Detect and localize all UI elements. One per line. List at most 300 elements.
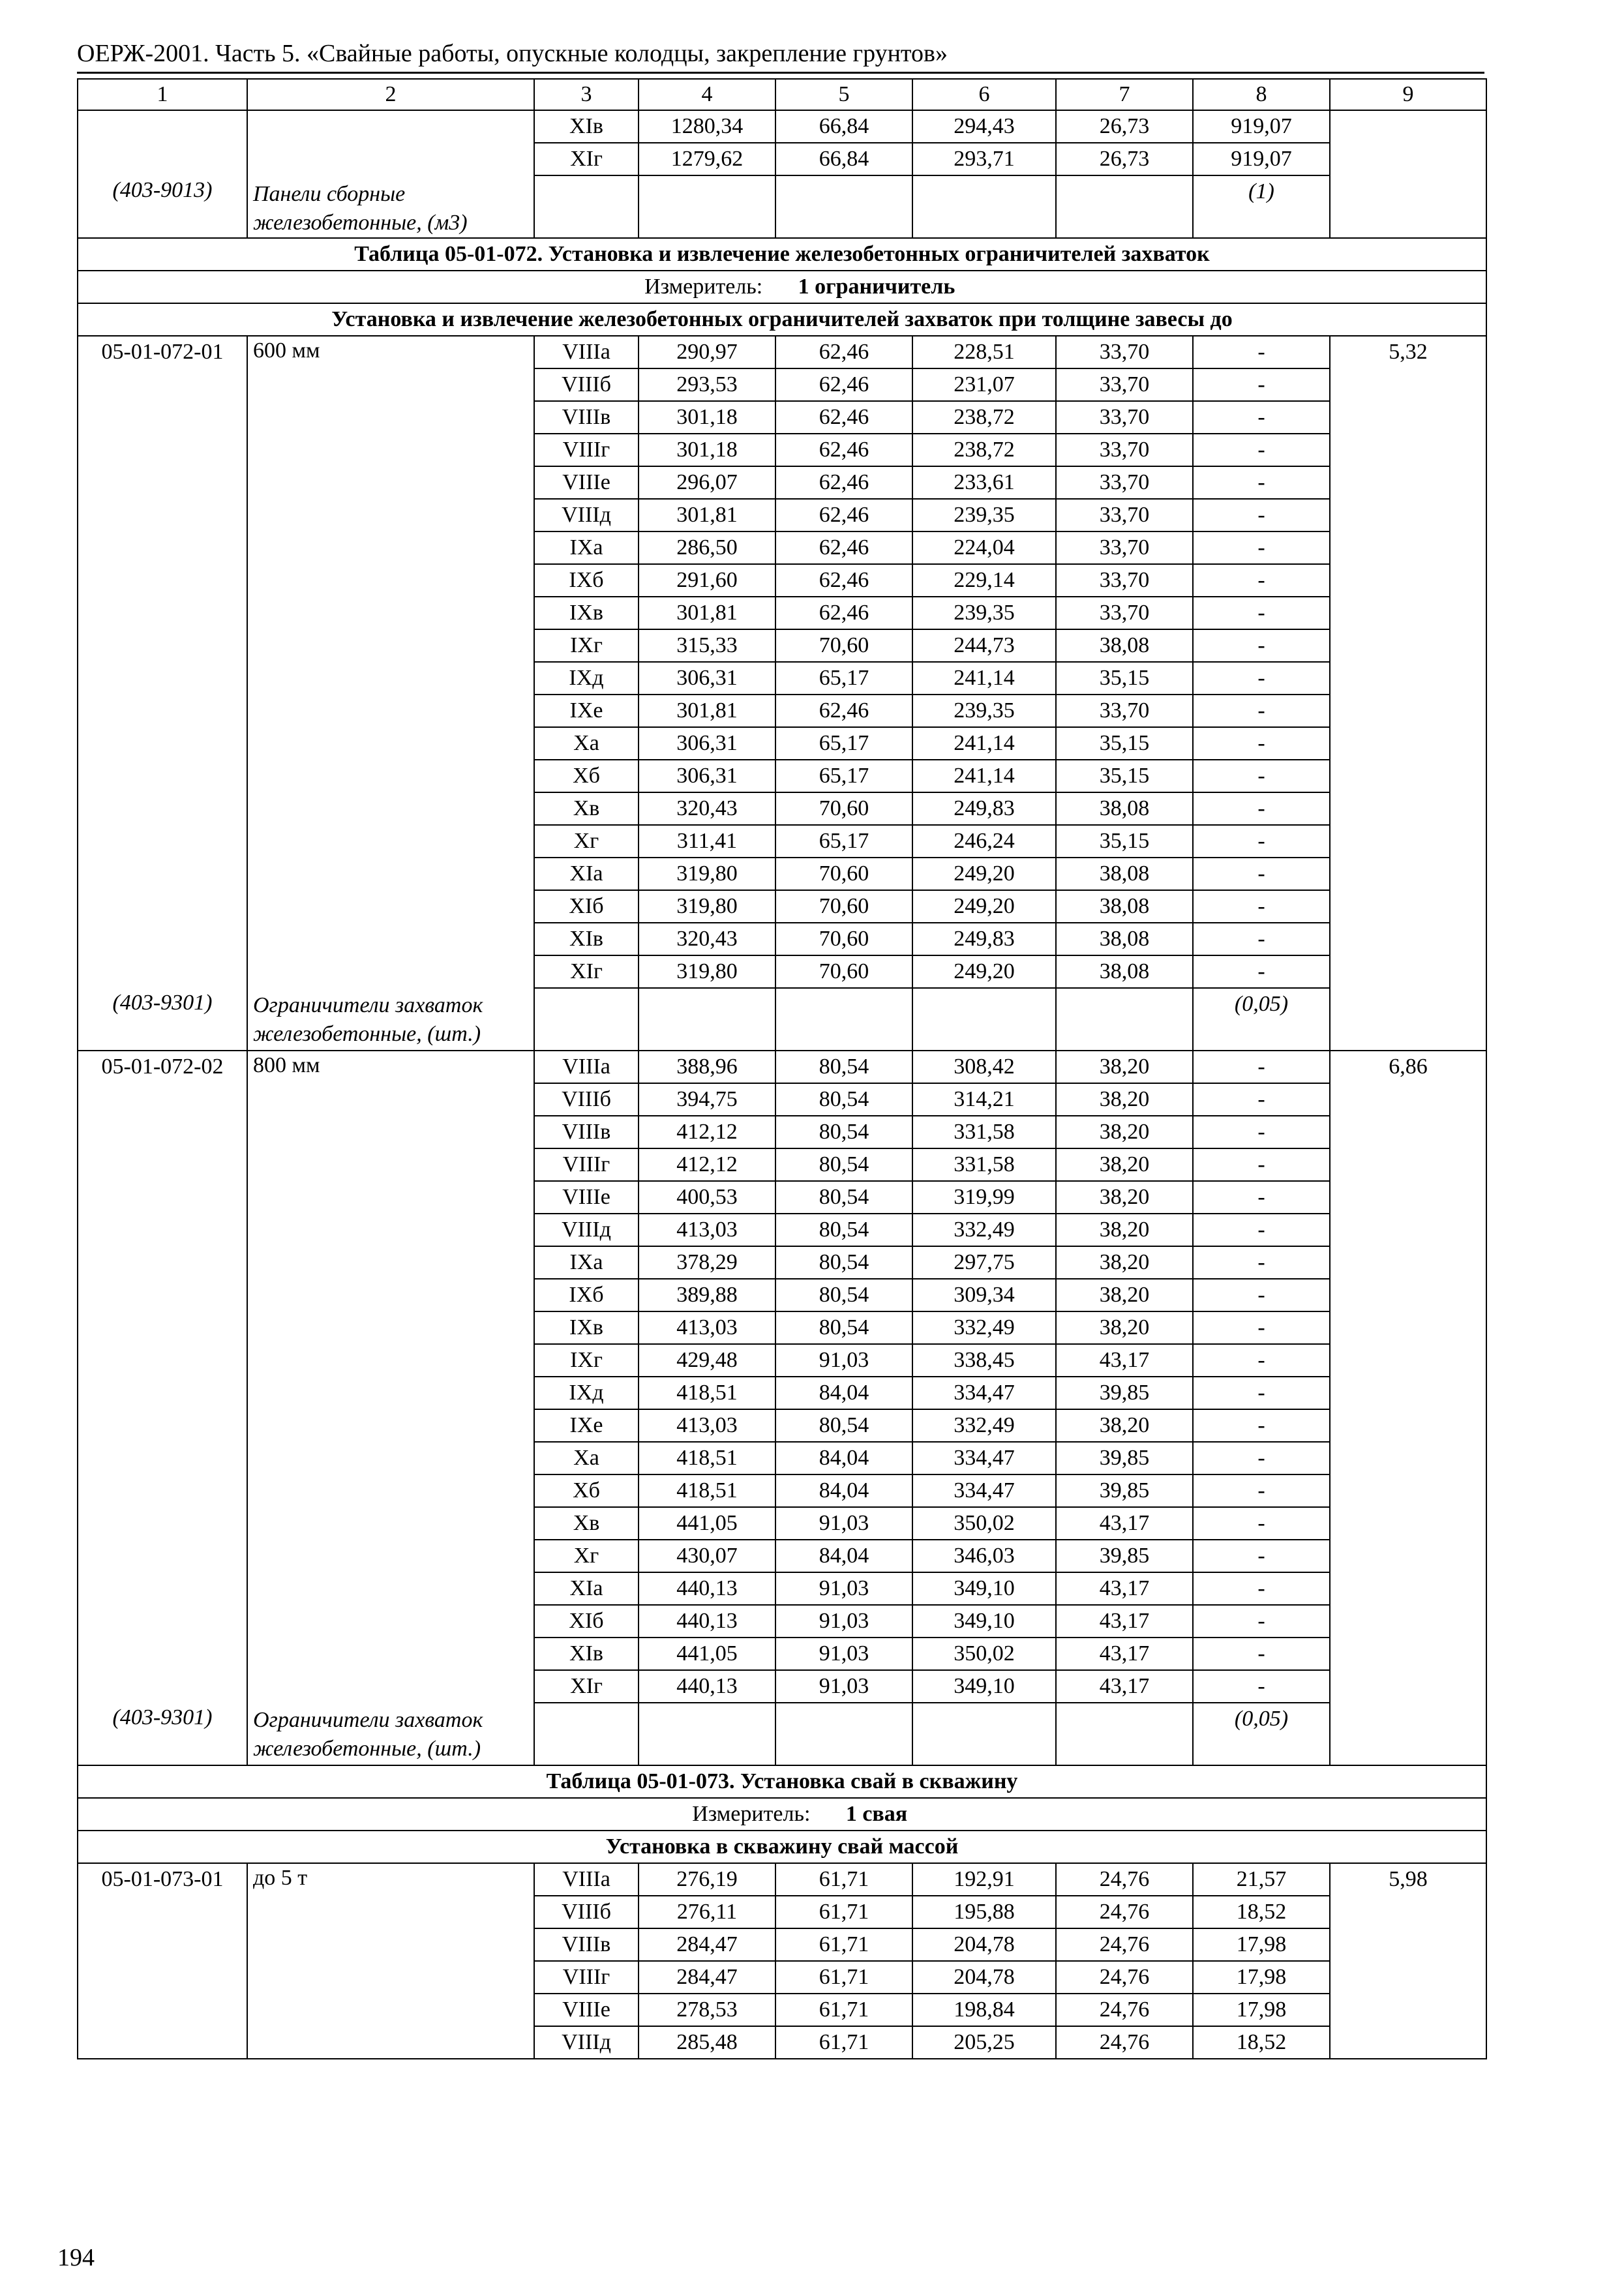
machines-cell: 231,07 (912, 368, 1056, 401)
machines-cell: 308,42 (912, 1051, 1056, 1083)
rate-code: 05-01-072-02 (101, 1055, 224, 1079)
drivers-wages-cell: 33,70 (1056, 597, 1193, 629)
drivers-wages-cell: 43,17 (1056, 1605, 1193, 1638)
materials-cell: - (1193, 662, 1330, 695)
material-quantity: (0,05) (1193, 1703, 1330, 1765)
empty-cell (534, 988, 639, 1051)
rate-code (78, 110, 247, 238)
machines-cell: 346,03 (912, 1540, 1056, 1572)
materials-cell: - (1193, 1214, 1330, 1246)
empty-cell (912, 988, 1056, 1051)
unit-cell (78, 1798, 1486, 1831)
zone-cell: VIIIе (534, 1181, 639, 1214)
wages-cell: 62,46 (775, 597, 912, 629)
machines-cell: 241,14 (912, 727, 1056, 760)
drivers-wages-cell: 35,15 (1056, 825, 1193, 858)
empty-cell (912, 175, 1056, 238)
machines-cell: 241,14 (912, 760, 1056, 792)
zone-cell: VIIIб (534, 1083, 639, 1116)
zone-cell: IXг (534, 629, 639, 662)
zone-cell: IXг (534, 1344, 639, 1377)
machines-cell: 204,78 (912, 1961, 1056, 1994)
zone-cell: IXе (534, 695, 639, 727)
zone-cell: VIIIб (534, 368, 639, 401)
empty-cell (912, 1703, 1056, 1765)
column-number: 1 (78, 79, 247, 110)
machines-cell: 241,14 (912, 662, 1056, 695)
total-cost-cell: 290,97 (639, 336, 775, 368)
total-cost-cell: 276,19 (639, 1863, 775, 1896)
rate-code-cell (78, 336, 247, 1051)
total-cost-cell: 284,47 (639, 1928, 775, 1961)
subtitle-row (78, 303, 1486, 336)
materials-cell: - (1193, 1116, 1330, 1148)
zone-cell: VIIIа (534, 1051, 639, 1083)
drivers-wages-cell: 39,85 (1056, 1474, 1193, 1507)
wages-cell: 61,71 (775, 1863, 912, 1896)
wages-cell: 61,71 (775, 2026, 912, 2059)
materials-cell: - (1193, 1083, 1330, 1116)
zone-cell: XIг (534, 955, 639, 988)
zone-cell: IXе (534, 1409, 639, 1442)
wages-cell: 65,17 (775, 662, 912, 695)
drivers-wages-cell: 38,08 (1056, 858, 1193, 890)
materials-cell: - (1193, 727, 1330, 760)
total-cost-cell: 286,50 (639, 531, 775, 564)
zone-cell: XIг (534, 143, 639, 175)
empty-cell (775, 988, 912, 1051)
drivers-wages-cell: 33,70 (1056, 368, 1193, 401)
materials-cell: - (1193, 1051, 1330, 1083)
wages-cell: 61,71 (775, 1928, 912, 1961)
zone-cell: IXд (534, 662, 639, 695)
total-cost-cell: 319,80 (639, 890, 775, 923)
drivers-wages-cell: 38,20 (1056, 1116, 1193, 1148)
table-title-row (78, 1765, 1486, 1798)
materials-cell: - (1193, 695, 1330, 727)
column-number: 8 (1193, 79, 1330, 110)
unit-label: Измеритель: (644, 275, 763, 299)
drivers-wages-cell: 43,17 (1056, 1344, 1193, 1377)
materials-cell: 919,07 (1193, 110, 1330, 143)
materials-cell: - (1193, 1638, 1330, 1670)
materials-cell: - (1193, 1409, 1330, 1442)
labor-cost-cell: 6,86 (1330, 1051, 1486, 1765)
total-cost-cell: 311,41 (639, 825, 775, 858)
wages-cell: 91,03 (775, 1670, 912, 1703)
material-quantity: (0,05) (1193, 988, 1330, 1051)
wages-cell: 62,46 (775, 531, 912, 564)
wages-cell: 84,04 (775, 1540, 912, 1572)
empty-cell (1056, 175, 1193, 238)
empty-cell (775, 175, 912, 238)
wages-cell: 80,54 (775, 1051, 912, 1083)
total-cost-cell: 440,13 (639, 1572, 775, 1605)
column-number: 7 (1056, 79, 1193, 110)
wages-cell: 91,03 (775, 1605, 912, 1638)
total-cost-cell: 296,07 (639, 466, 775, 499)
machines-cell: 239,35 (912, 597, 1056, 629)
drivers-wages-cell: 38,20 (1056, 1311, 1193, 1344)
materials-cell: - (1193, 1344, 1330, 1377)
total-cost-cell: 1279,62 (639, 143, 775, 175)
materials-cell: - (1193, 1540, 1330, 1572)
drivers-wages-cell: 33,70 (1056, 531, 1193, 564)
table-row (78, 1863, 1486, 1896)
wages-cell: 61,71 (775, 1961, 912, 1994)
materials-cell: - (1193, 1605, 1330, 1638)
materials-cell: - (1193, 1670, 1330, 1703)
materials-cell: 17,98 (1193, 1994, 1330, 2026)
materials-cell: - (1193, 890, 1330, 923)
zone-cell: Xг (534, 825, 639, 858)
machines-cell: 334,47 (912, 1377, 1056, 1409)
zone-cell: VIIIб (534, 1896, 639, 1928)
unit-value: 1 ограничитель (798, 275, 955, 299)
materials-cell: 18,52 (1193, 1896, 1330, 1928)
total-cost-cell: 306,31 (639, 760, 775, 792)
drivers-wages-cell: 24,76 (1056, 1863, 1193, 1896)
drivers-wages-cell: 38,20 (1056, 1246, 1193, 1279)
machines-cell: 246,24 (912, 825, 1056, 858)
total-cost-cell: 418,51 (639, 1377, 775, 1409)
total-cost-cell: 441,05 (639, 1638, 775, 1670)
machines-cell: 332,49 (912, 1214, 1056, 1246)
wages-cell: 80,54 (775, 1246, 912, 1279)
labor-cost-cell (1330, 110, 1486, 238)
drivers-wages-cell: 33,70 (1056, 434, 1193, 466)
wages-cell: 62,46 (775, 401, 912, 434)
machines-cell: 205,25 (912, 2026, 1056, 2059)
wages-cell: 61,71 (775, 1994, 912, 2026)
wages-cell: 91,03 (775, 1638, 912, 1670)
zone-cell: VIIIа (534, 1863, 639, 1896)
work-name-cell (247, 1863, 534, 2059)
materials-cell: - (1193, 1181, 1330, 1214)
machines-cell: 204,78 (912, 1928, 1056, 1961)
zone-cell: Xв (534, 1507, 639, 1540)
materials-cell: - (1193, 564, 1330, 597)
wages-cell: 62,46 (775, 368, 912, 401)
machines-cell: 249,83 (912, 923, 1056, 955)
machines-cell: 239,35 (912, 695, 1056, 727)
wages-cell: 80,54 (775, 1181, 912, 1214)
zone-cell: VIIIг (534, 1148, 639, 1181)
zone-cell: VIIIг (534, 1961, 639, 1994)
materials-cell: - (1193, 1507, 1330, 1540)
machines-cell: 238,72 (912, 401, 1056, 434)
wages-cell: 80,54 (775, 1311, 912, 1344)
total-cost-cell: 413,03 (639, 1311, 775, 1344)
drivers-wages-cell: 38,20 (1056, 1083, 1193, 1116)
total-cost-cell: 284,47 (639, 1961, 775, 1994)
zone-cell: IXа (534, 1246, 639, 1279)
total-cost-cell: 418,51 (639, 1474, 775, 1507)
wages-cell: 61,71 (775, 1896, 912, 1928)
zone-cell: Xв (534, 792, 639, 825)
zone-cell: XIб (534, 890, 639, 923)
materials-cell: - (1193, 1279, 1330, 1311)
total-cost-cell: 378,29 (639, 1246, 775, 1279)
machines-cell: 331,58 (912, 1148, 1056, 1181)
labor-cost-cell: 5,32 (1330, 336, 1486, 1051)
zone-cell: VIIIв (534, 401, 639, 434)
machines-cell: 249,83 (912, 792, 1056, 825)
empty-cell (639, 1703, 775, 1765)
zone-cell: Xг (534, 1540, 639, 1572)
machines-cell: 314,21 (912, 1083, 1056, 1116)
drivers-wages-cell: 35,15 (1056, 662, 1193, 695)
drivers-wages-cell: 38,08 (1056, 890, 1193, 923)
materials-cell: - (1193, 760, 1330, 792)
zone-cell: XIг (534, 1670, 639, 1703)
total-cost-cell: 319,80 (639, 858, 775, 890)
total-cost-cell: 394,75 (639, 1083, 775, 1116)
materials-cell: - (1193, 1311, 1330, 1344)
machines-cell: 334,47 (912, 1474, 1056, 1507)
wages-cell: 80,54 (775, 1148, 912, 1181)
drivers-wages-cell: 33,70 (1056, 466, 1193, 499)
drivers-wages-cell: 38,20 (1056, 1051, 1193, 1083)
column-number: 2 (247, 79, 534, 110)
machines-cell: 349,10 (912, 1670, 1056, 1703)
work-name: до 5 т (253, 1866, 308, 1890)
machines-cell: 294,43 (912, 110, 1056, 143)
total-cost-cell: 440,13 (639, 1605, 775, 1638)
wages-cell: 70,60 (775, 955, 912, 988)
zone-cell: Xб (534, 1474, 639, 1507)
drivers-wages-cell: 24,76 (1056, 1961, 1193, 1994)
total-cost-cell: 306,31 (639, 727, 775, 760)
materials-cell: 18,52 (1193, 2026, 1330, 2059)
work-name (247, 110, 534, 238)
column-number: 3 (534, 79, 639, 110)
wages-cell: 62,46 (775, 499, 912, 531)
materials-cell: - (1193, 1377, 1330, 1409)
material-quantity: (1) (1193, 175, 1330, 238)
zone-cell: VIIIв (534, 1928, 639, 1961)
materials-cell: - (1193, 499, 1330, 531)
wages-cell: 84,04 (775, 1442, 912, 1474)
unit-row (78, 271, 1486, 303)
wages-cell: 70,60 (775, 923, 912, 955)
materials-cell: - (1193, 1474, 1330, 1507)
machines-cell: 334,47 (912, 1442, 1056, 1474)
machines-cell: 350,02 (912, 1507, 1056, 1540)
zone-cell: XIа (534, 858, 639, 890)
total-cost-cell: 320,43 (639, 792, 775, 825)
total-cost-cell: 301,18 (639, 434, 775, 466)
total-cost-cell: 1280,34 (639, 110, 775, 143)
total-cost-cell: 389,88 (639, 1279, 775, 1311)
total-cost-cell: 278,53 (639, 1994, 775, 2026)
drivers-wages-cell: 26,73 (1056, 110, 1193, 143)
total-cost-cell: 413,03 (639, 1409, 775, 1442)
wages-cell: 70,60 (775, 890, 912, 923)
total-cost-cell: 388,96 (639, 1051, 775, 1083)
total-cost-cell: 320,43 (639, 923, 775, 955)
drivers-wages-cell: 35,15 (1056, 727, 1193, 760)
machines-cell: 349,10 (912, 1605, 1056, 1638)
total-cost-cell: 412,12 (639, 1148, 775, 1181)
machines-cell: 249,20 (912, 890, 1056, 923)
total-cost-cell: 301,18 (639, 401, 775, 434)
machines-cell: 293,71 (912, 143, 1056, 175)
empty-cell (1056, 1703, 1193, 1765)
rates-table (77, 78, 1487, 2059)
material-name: Ограничители захваток железобетонные, (шт.) (253, 993, 483, 1046)
table-row (78, 336, 1486, 368)
total-cost-cell: 315,33 (639, 629, 775, 662)
work-name-cell (247, 1051, 534, 1765)
machines-cell: 239,35 (912, 499, 1056, 531)
work-name: 800 мм (253, 1053, 320, 1077)
drivers-wages-cell: 39,85 (1056, 1540, 1193, 1572)
materials-cell: - (1193, 1246, 1330, 1279)
wages-cell: 62,46 (775, 695, 912, 727)
zone-cell: IXб (534, 1279, 639, 1311)
table-row (78, 110, 1486, 143)
total-cost-cell: 418,51 (639, 1442, 775, 1474)
machines-cell: 244,73 (912, 629, 1056, 662)
wages-cell: 65,17 (775, 760, 912, 792)
zone-cell: Xа (534, 727, 639, 760)
wages-cell: 65,17 (775, 825, 912, 858)
table-body (78, 79, 1486, 2059)
total-cost-cell: 412,12 (639, 1116, 775, 1148)
unit-cell (78, 271, 1486, 303)
drivers-wages-cell: 38,08 (1056, 792, 1193, 825)
column-number: 6 (912, 79, 1056, 110)
machines-cell: 350,02 (912, 1638, 1056, 1670)
machines-cell: 338,45 (912, 1344, 1056, 1377)
spacer (83, 206, 241, 237)
machines-cell: 332,49 (912, 1409, 1056, 1442)
zone-cell: Xа (534, 1442, 639, 1474)
machines-cell: 195,88 (912, 1896, 1056, 1928)
materials-cell: - (1193, 531, 1330, 564)
machines-cell: 224,04 (912, 531, 1056, 564)
wages-cell: 84,04 (775, 1474, 912, 1507)
material-code: (403-9013) (112, 178, 213, 202)
material-code: (403-9301) (112, 1705, 213, 1729)
wages-cell: 70,60 (775, 858, 912, 890)
wages-cell: 91,03 (775, 1344, 912, 1377)
total-cost-cell: 306,31 (639, 662, 775, 695)
column-number: 9 (1330, 79, 1486, 110)
empty-cell (775, 1703, 912, 1765)
drivers-wages-cell: 24,76 (1056, 2026, 1193, 2059)
materials-cell: 21,57 (1193, 1863, 1330, 1896)
empty-cell (639, 175, 775, 238)
work-name-cell (247, 336, 534, 1051)
wages-cell: 80,54 (775, 1409, 912, 1442)
drivers-wages-cell: 39,85 (1056, 1377, 1193, 1409)
drivers-wages-cell: 38,20 (1056, 1181, 1193, 1214)
wages-cell: 65,17 (775, 727, 912, 760)
materials-cell: - (1193, 1572, 1330, 1605)
zone-cell: VIIIг (534, 434, 639, 466)
total-cost-cell: 276,11 (639, 1896, 775, 1928)
materials-cell: - (1193, 1148, 1330, 1181)
drivers-wages-cell: 38,20 (1056, 1148, 1193, 1181)
machines-cell: 297,75 (912, 1246, 1056, 1279)
drivers-wages-cell: 24,76 (1056, 1896, 1193, 1928)
drivers-wages-cell: 43,17 (1056, 1670, 1193, 1703)
section-subtitle: Установка и извлечение железобетонных ограничителей захваток при толщине завесы до (78, 303, 1486, 336)
machines-cell: 249,20 (912, 955, 1056, 988)
zone-cell: VIIIд (534, 499, 639, 531)
zone-cell: VIIIд (534, 2026, 639, 2059)
drivers-wages-cell: 38,08 (1056, 955, 1193, 988)
wages-cell: 84,04 (775, 1377, 912, 1409)
wages-cell: 91,03 (775, 1572, 912, 1605)
table-title: Таблица 05-01-073. Установка свай в скважину (78, 1765, 1486, 1798)
drivers-wages-cell: 33,70 (1056, 336, 1193, 368)
machines-cell: 233,61 (912, 466, 1056, 499)
table-title-row (78, 238, 1486, 271)
materials-cell: - (1193, 923, 1330, 955)
wages-cell: 62,46 (775, 336, 912, 368)
drivers-wages-cell: 33,70 (1056, 401, 1193, 434)
materials-cell: - (1193, 955, 1330, 988)
total-cost-cell: 441,05 (639, 1507, 775, 1540)
drivers-wages-cell: 35,15 (1056, 760, 1193, 792)
materials-cell: - (1193, 434, 1330, 466)
materials-cell: - (1193, 1442, 1330, 1474)
machines-cell: 228,51 (912, 336, 1056, 368)
materials-cell: 17,98 (1193, 1961, 1330, 1994)
zone-cell: IXд (534, 1377, 639, 1409)
wages-cell: 66,84 (775, 143, 912, 175)
drivers-wages-cell: 43,17 (1056, 1507, 1193, 1540)
drivers-wages-cell: 39,85 (1056, 1442, 1193, 1474)
wages-cell: 62,46 (775, 434, 912, 466)
wages-cell: 66,84 (775, 110, 912, 143)
machines-cell: 319,99 (912, 1181, 1056, 1214)
drivers-wages-cell: 33,70 (1056, 564, 1193, 597)
zone-cell: IXа (534, 531, 639, 564)
machines-cell: 192,91 (912, 1863, 1056, 1896)
machines-cell: 249,20 (912, 858, 1056, 890)
total-cost-cell: 413,03 (639, 1214, 775, 1246)
wages-cell: 80,54 (775, 1279, 912, 1311)
material-code: (403-9301) (112, 991, 213, 1015)
empty-cell (534, 175, 639, 238)
materials-cell: - (1193, 368, 1330, 401)
materials-cell: 919,07 (1193, 143, 1330, 175)
zone-cell: IXв (534, 1311, 639, 1344)
wages-cell: 80,54 (775, 1083, 912, 1116)
rate-code-cell (78, 1863, 247, 2059)
zone-cell: VIIIе (534, 1994, 639, 2026)
rate-code: 05-01-073-01 (101, 1867, 224, 1891)
table-title: Таблица 05-01-072. Установка и извлечение железобетонных ограничителей захваток (78, 238, 1486, 271)
total-cost-cell: 301,81 (639, 499, 775, 531)
materials-cell: - (1193, 401, 1330, 434)
wages-cell: 62,46 (775, 466, 912, 499)
subtitle-row (78, 1831, 1486, 1863)
work-name: 600 мм (253, 338, 320, 363)
total-cost-cell: 301,81 (639, 597, 775, 629)
total-cost-cell: 440,13 (639, 1670, 775, 1703)
rate-code-cell (78, 1051, 247, 1765)
empty-cell (639, 988, 775, 1051)
wages-cell: 80,54 (775, 1214, 912, 1246)
drivers-wages-cell: 38,20 (1056, 1279, 1193, 1311)
unit-value: 1 свая (845, 1802, 908, 1826)
column-number: 4 (639, 79, 775, 110)
